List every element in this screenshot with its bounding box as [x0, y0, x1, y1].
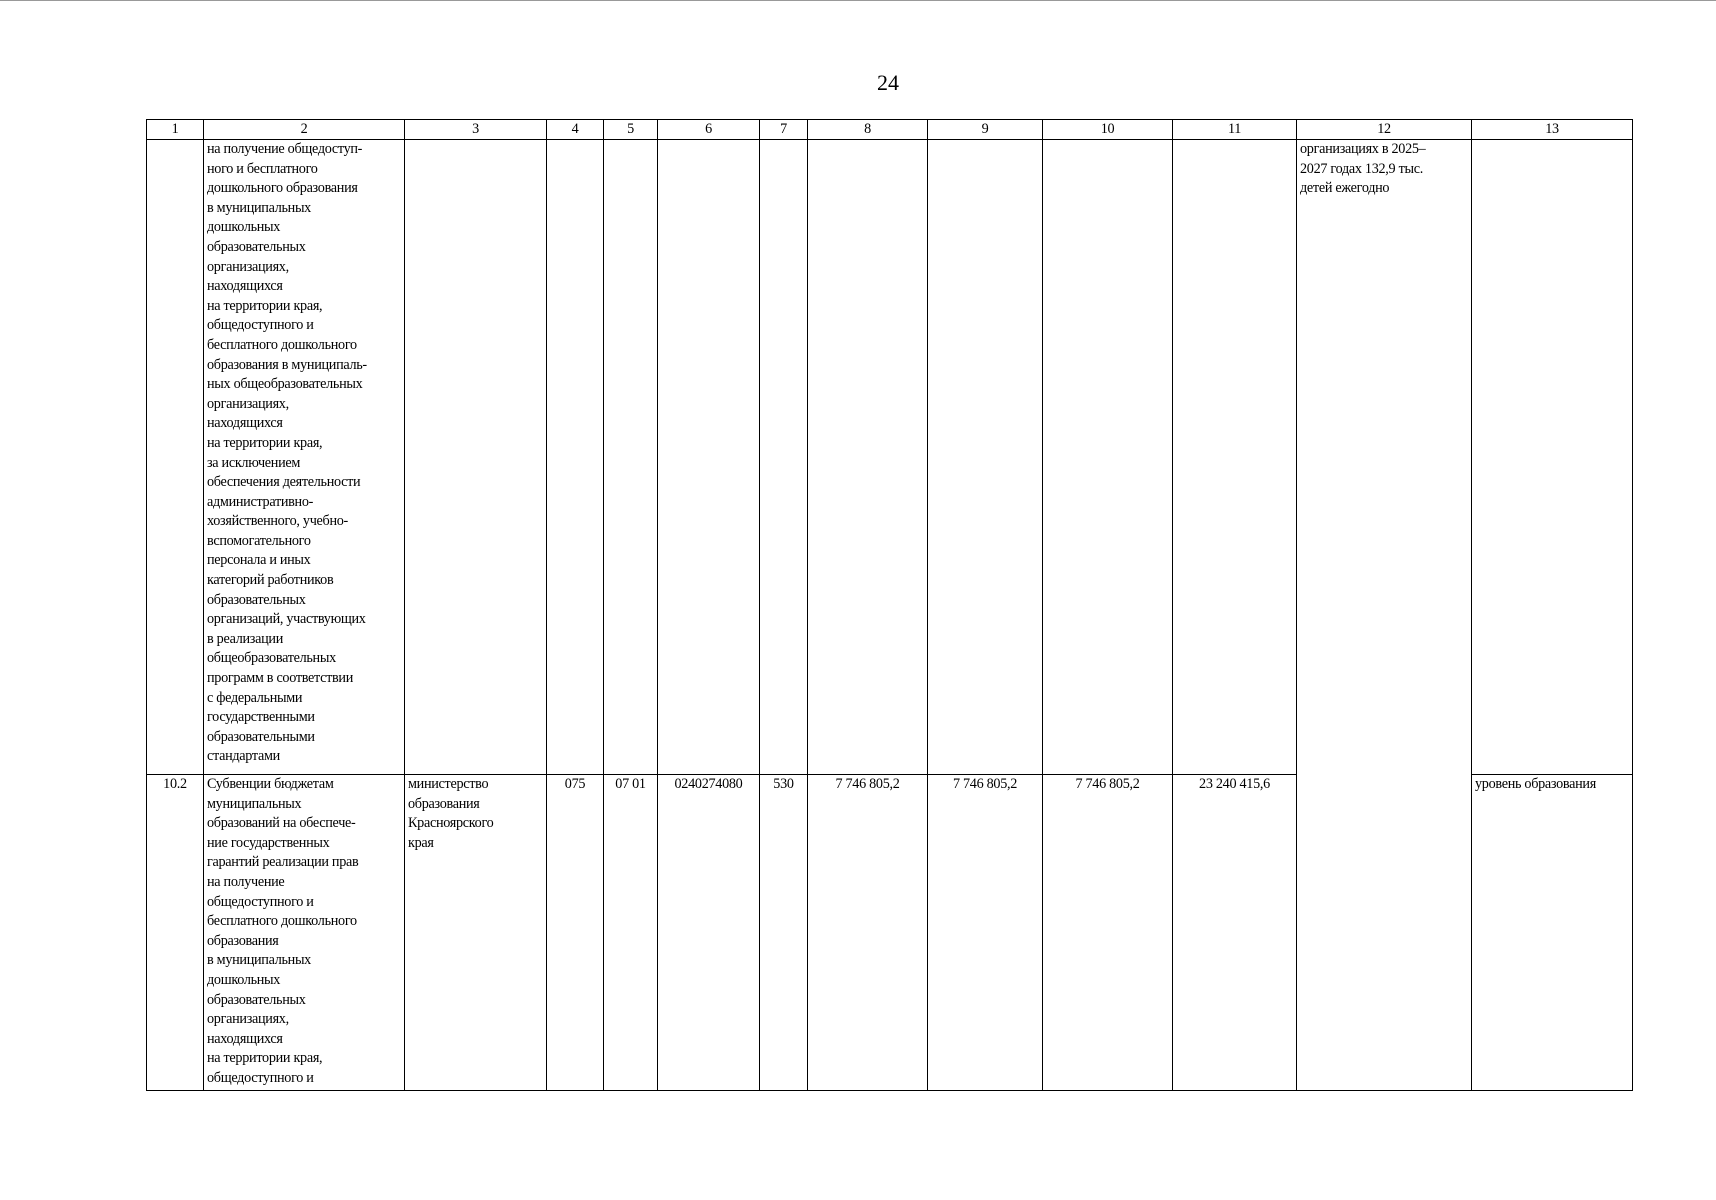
amount-cell: 7 746 805,2 — [808, 775, 928, 1091]
indicator-cell — [1472, 140, 1633, 775]
budget-table — [146, 119, 1633, 1091]
description-text: Субвенции бюджетам муниципальных образований на обеспече- ние государственных гарантий реализации прав на получение общедоступного и бесплатного дошкольного образования в муниципальных дошкольных образовательных организациях, находящихся на территории края, общедоступного и — [207, 776, 359, 1086]
table-row — [147, 140, 1633, 775]
expected-result-cell — [1297, 140, 1472, 1091]
target-article-cell: 0240274080 — [658, 775, 760, 1091]
amount-cell — [808, 140, 928, 775]
executor-cell — [405, 775, 547, 1091]
amount-cell: 7 746 805,2 — [928, 775, 1043, 1091]
expense-type-cell: 530 — [760, 775, 808, 1091]
indicator-cell: уровень образования — [1472, 775, 1633, 1091]
column-header: 10 — [1043, 120, 1173, 140]
row-number-cell — [147, 140, 204, 775]
target-article-cell — [658, 140, 760, 775]
section-cell: 07 01 — [604, 775, 658, 1091]
column-number-row — [147, 120, 1633, 140]
column-header: 2 — [204, 120, 405, 140]
column-header: 11 — [1173, 120, 1297, 140]
column-header: 12 — [1297, 120, 1472, 140]
amount-cell — [1043, 140, 1173, 775]
page-top-border — [0, 0, 1716, 1]
code-cell — [547, 140, 604, 775]
column-header: 4 — [547, 120, 604, 140]
executor-text: министерство образования Красноярского края — [408, 776, 494, 851]
expected-result-text: организациях в 2025– 2027 годах 132,9 тыс. детей ежегодно — [1300, 141, 1426, 197]
expense-type-cell — [760, 140, 808, 775]
column-header: 6 — [658, 120, 760, 140]
column-header: 1 — [147, 120, 204, 140]
section-cell — [604, 140, 658, 775]
total-amount-cell: 23 240 415,6 — [1173, 775, 1297, 1091]
page-number: 24 — [877, 70, 899, 95]
column-header: 13 — [1472, 120, 1633, 140]
description-cell — [204, 140, 405, 775]
amount-cell: 7 746 805,2 — [1043, 775, 1173, 1091]
total-amount-cell — [1173, 140, 1297, 775]
description-cell — [204, 775, 405, 1091]
description-text: на получение общедоступ- ного и бесплатного дошкольного образования в муниципальных дошкольных образовательных организациях, находящихся на территории края, общедоступного и бесплатного дошкольного образования в муниципаль- ных общеобразовательных организациях, находящихся на территории края, за исключением обеспечения деятельности административно- хозяйственного, учебно- вспомогательного персонала и иных категорий работников образовательных организаций, участвующих в реализации общеобразовательных программ в соответствии с федеральными государственными образовательными стандартами — [207, 141, 367, 765]
column-header: 9 — [928, 120, 1043, 140]
column-header: 7 — [760, 120, 808, 140]
column-header: 5 — [604, 120, 658, 140]
amount-cell — [928, 140, 1043, 775]
code-cell: 075 — [547, 775, 604, 1091]
column-header: 8 — [808, 120, 928, 140]
column-header: 3 — [405, 120, 547, 140]
row-number-cell: 10.2 — [147, 775, 204, 1091]
executor-cell — [405, 140, 547, 775]
